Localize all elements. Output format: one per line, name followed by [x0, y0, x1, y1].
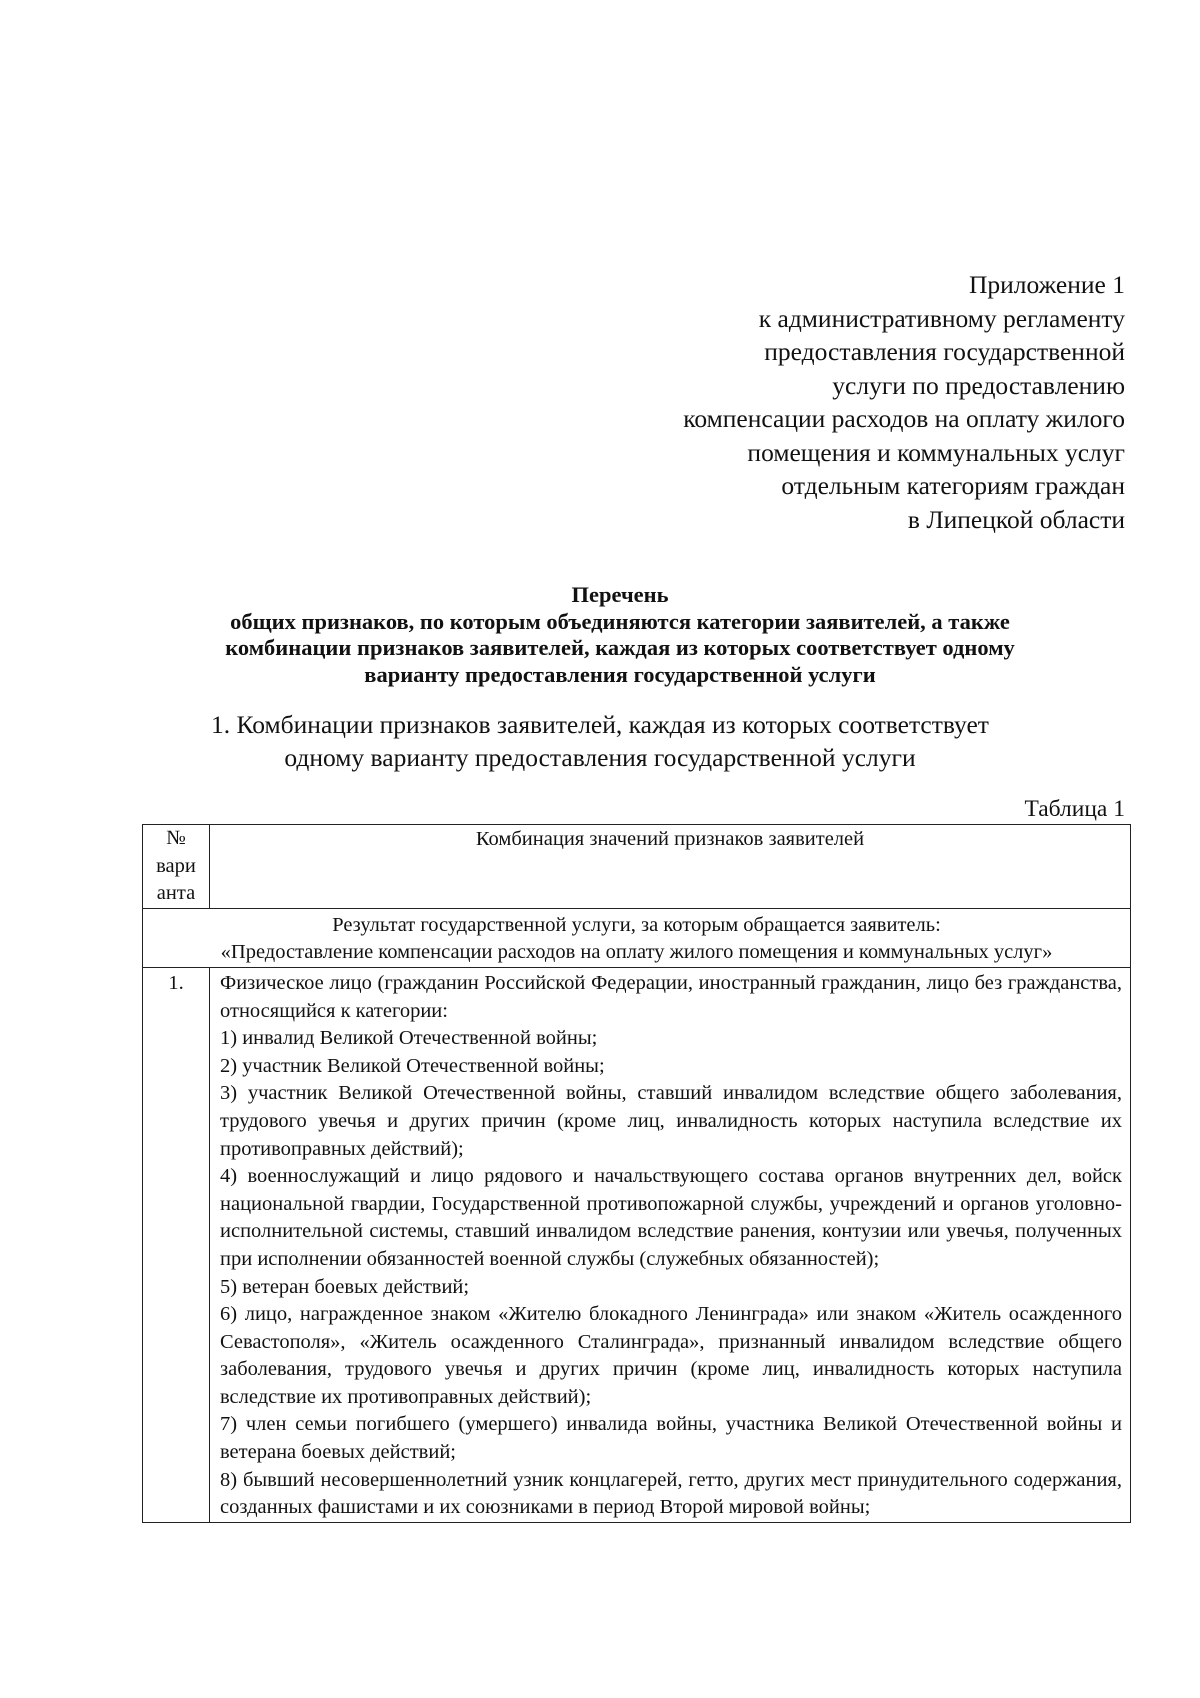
title-line: общих признаков, по которым объединяются категории заявителей, а также	[230, 608, 1010, 634]
appendix-line: в Липецкой области	[907, 504, 1125, 534]
row-paragraph: 7) член семьи погибшего (умершего) инвалида войны, участника Великой Отечественной войны и ветерана боевых действий;	[220, 1413, 1122, 1464]
title-line: комбинации признаков заявителей, каждая из которых соответствует одному	[225, 635, 1015, 660]
result-cell	[143, 908, 1131, 967]
header-num-line: вари	[156, 854, 196, 877]
header-variant-number	[143, 825, 210, 909]
header-num-line: №	[166, 827, 186, 849]
row-paragraph: Физическое лицо (гражданин Российской Федерации, иностранный гражданин, лицо без гражданства, относящийся к категории:	[220, 971, 1122, 1022]
table-label: Таблица 1	[1024, 796, 1125, 822]
appendix-reference	[565, 268, 1125, 536]
result-line: «Предоставление компенсации расходов на оплату жилого помещения и коммунальных услуг»	[220, 941, 1053, 964]
row-paragraph: 3) участник Великой Отечественной войны, ставший инвалидом вследствие общего заболевания, трудового увечья и других причин (кроме лиц, инвалидность которых наступила вследствие их противоправных действий);	[220, 1082, 1122, 1160]
table-header-row	[143, 825, 1131, 909]
appendix-line: к административному регламенту	[758, 303, 1125, 333]
appendix-line: услуги по предоставлению	[832, 370, 1125, 400]
title-line: Перечень	[571, 582, 669, 607]
appendix-line: Приложение 1	[969, 270, 1125, 299]
document-title	[120, 582, 1120, 688]
header-num-line: анта	[156, 882, 196, 905]
row-paragraph: 8) бывший несовершеннолетний узник концлагерей, гетто, других мест принудительного содержания, созданных фашистами и их союзниками в период Второй мировой войны;	[220, 1468, 1122, 1519]
appendix-line: отдельным категориям граждан	[781, 471, 1125, 500]
row-paragraph: 2) участник Великой Отечественной войны;	[220, 1054, 605, 1077]
section-heading	[150, 708, 1050, 774]
section-line: одному варианту предоставления государственной услуги	[284, 743, 916, 772]
row-paragraph: 6) лицо, награжденное знаком «Жителю блокадного Ленинграда» или знаком «Житель осажденного Севастополя», «Житель осажденного Сталинграда», признанный инвалидом вследствие общего заболевания, трудового увечья и других причин (кроме лиц, инвалидность которых наступила вследствие их противоправных действий);	[220, 1303, 1122, 1408]
row-number: 1.	[143, 967, 210, 1522]
row-paragraph: 5) ветеран боевых действий;	[220, 1275, 470, 1298]
row-paragraph: 4) военнослужащий и лицо рядового и начальствующего состава органов внутренних дел, войск национальной гвардии, Государственной противопожарной службы, учреждений и органов уголовно-исполнительной системы, ставший инвалидом вследствие ранения, контузии или увечья, полученных при исполнении обязанностей военной службы (служебных обязанностей);	[220, 1165, 1122, 1270]
result-line: Результат государственной услуги, за которым обращается заявитель:	[332, 913, 941, 936]
variants-table	[142, 824, 1131, 1523]
section-line: 1. Комбинации признаков заявителей, каждая из которых соответствует	[211, 710, 989, 739]
table-row	[143, 967, 1131, 1522]
appendix-line: компенсации расходов на оплату жилого	[683, 404, 1125, 433]
table-result-row	[143, 908, 1131, 967]
appendix-line: помещения и коммунальных услуг	[747, 437, 1125, 467]
row-content	[210, 967, 1131, 1522]
appendix-line: предоставления государственной	[764, 337, 1125, 366]
row-paragraph: 1) инвалид Великой Отечественной войны;	[220, 1027, 598, 1050]
title-line: варианту предоставления государственной услуги	[364, 661, 876, 687]
header-combination: Комбинация значений признаков заявителей	[210, 825, 1131, 909]
